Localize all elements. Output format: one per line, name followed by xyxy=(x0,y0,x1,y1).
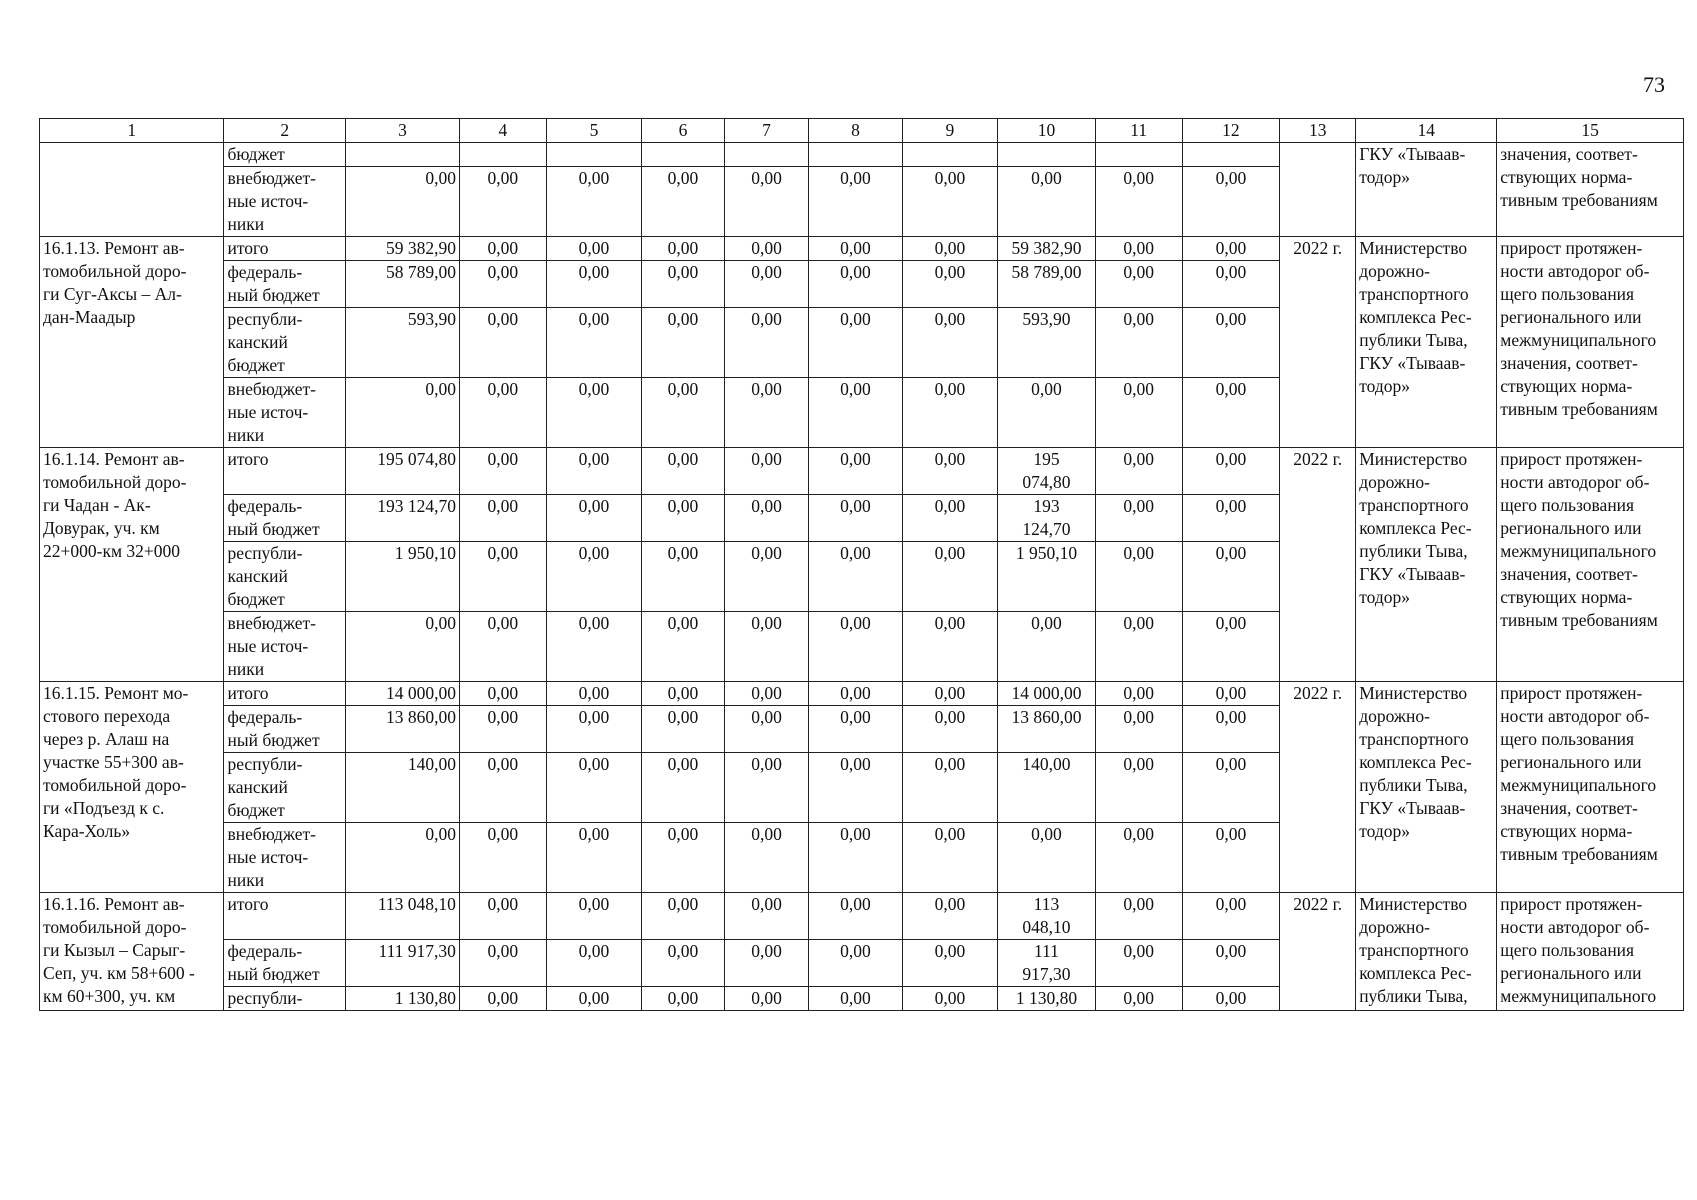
funding-source-cell: внебюджет- ные источ- ники xyxy=(224,378,346,448)
amount-cell: 0,00 xyxy=(902,237,997,261)
column-number: 3 xyxy=(346,119,460,143)
budget-table xyxy=(39,118,1684,1011)
funding-source-cell: федераль- ный бюджет xyxy=(224,261,346,308)
column-number: 5 xyxy=(546,119,641,143)
amount-cell: 0,00 xyxy=(459,612,546,682)
amount-cell: 0,00 xyxy=(1182,542,1280,612)
activity-name-cell: 16.1.16. Ремонт ав- томобильной доро- ги Кызыл – Сарыг- Сеп, уч. км 58+600 - км 60+300, уч. км xyxy=(40,893,224,1011)
amount-cell: 0,00 xyxy=(809,987,902,1011)
amount-cell: 0,00 xyxy=(809,378,902,448)
amount-cell: 0,00 xyxy=(902,261,997,308)
amount-cell: 0,00 xyxy=(1095,893,1182,940)
result-cell: прирост протяжен- ности автодорог об- щего пользования регионального или межмуниципального значения, соответ- ствующих норма- тивным требованиям xyxy=(1497,448,1684,682)
amount-cell: 0,00 xyxy=(642,495,724,542)
table-body xyxy=(40,143,1684,1011)
funding-source-cell: внебюджет- ные источ- ники xyxy=(224,167,346,237)
amount-cell: 0,00 xyxy=(1095,987,1182,1011)
amount-cell: 0,00 xyxy=(1095,237,1182,261)
amount-cell: 0,00 xyxy=(1095,706,1182,753)
amount-cell: 0,00 xyxy=(459,682,546,706)
column-number: 11 xyxy=(1095,119,1182,143)
executor-cell: Министерство дорожно- транспортного комплекса Рес- публики Тыва, ГКУ «Тываав- тодор» xyxy=(1356,237,1497,448)
amount-cell: 0,00 xyxy=(809,261,902,308)
executor-cell: Министерство дорожно- транспортного комплекса Рес- публики Тыва, ГКУ «Тываав- тодор» xyxy=(1356,682,1497,893)
amount-cell: 13 860,00 xyxy=(998,706,1096,753)
year-cell: 2022 г. xyxy=(1280,893,1356,1011)
amount-cell: 0,00 xyxy=(998,823,1096,893)
amount-cell: 0,00 xyxy=(809,682,902,706)
amount-cell: 0,00 xyxy=(724,448,809,495)
amount-cell: 0,00 xyxy=(346,167,460,237)
amount-cell: 0,00 xyxy=(724,753,809,823)
amount-cell: 0,00 xyxy=(642,682,724,706)
executor-cell: Министерство дорожно- транспортного комплекса Рес- публики Тыва, ГКУ «Тываав- тодор» xyxy=(1356,448,1497,682)
amount-cell: 0,00 xyxy=(902,378,997,448)
amount-cell: 58 789,00 xyxy=(346,261,460,308)
amount-cell: 0,00 xyxy=(1095,682,1182,706)
amount-cell: 59 382,90 xyxy=(998,237,1096,261)
amount-cell: 0,00 xyxy=(1182,237,1280,261)
funding-source-cell: итого xyxy=(224,893,346,940)
amount-cell: 0,00 xyxy=(998,378,1096,448)
amount-cell: 0,00 xyxy=(724,495,809,542)
amount-cell xyxy=(809,143,902,167)
amount-cell: 0,00 xyxy=(546,308,641,378)
amount-cell: 1 130,80 xyxy=(998,987,1096,1011)
activity-name-cell: 16.1.13. Ремонт ав- томобильной доро- ги Суг-Аксы – Ал- дан-Маадыр xyxy=(40,237,224,448)
funding-source-cell: внебюджет- ные источ- ники xyxy=(224,823,346,893)
amount-cell: 0,00 xyxy=(724,612,809,682)
amount-cell: 0,00 xyxy=(459,495,546,542)
amount-cell: 0,00 xyxy=(809,448,902,495)
funding-source-cell: итого xyxy=(224,237,346,261)
amount-cell: 0,00 xyxy=(902,987,997,1011)
funding-source-cell: федераль- ный бюджет xyxy=(224,495,346,542)
amount-cell: 0,00 xyxy=(459,542,546,612)
amount-cell: 0,00 xyxy=(459,378,546,448)
column-number: 2 xyxy=(224,119,346,143)
amount-cell: 0,00 xyxy=(724,987,809,1011)
amount-cell: 0,00 xyxy=(1182,893,1280,940)
amount-cell: 0,00 xyxy=(642,987,724,1011)
amount-cell: 0,00 xyxy=(546,167,641,237)
column-number: 9 xyxy=(902,119,997,143)
amount-cell: 0,00 xyxy=(1182,378,1280,448)
amount-cell: 0,00 xyxy=(902,893,997,940)
year-cell: 2022 г. xyxy=(1280,448,1356,682)
amount-cell: 0,00 xyxy=(809,495,902,542)
amount-cell: 0,00 xyxy=(459,987,546,1011)
amount-cell: 0,00 xyxy=(546,893,641,940)
amount-cell: 0,00 xyxy=(459,706,546,753)
year-cell xyxy=(1280,143,1356,237)
amount-cell: 0,00 xyxy=(1095,378,1182,448)
table-row xyxy=(40,143,1684,167)
executor-cell: ГКУ «Тываав- тодор» xyxy=(1356,143,1497,237)
amount-cell: 14 000,00 xyxy=(998,682,1096,706)
amount-cell: 0,00 xyxy=(809,823,902,893)
amount-cell: 0,00 xyxy=(546,612,641,682)
amount-cell: 0,00 xyxy=(642,940,724,987)
funding-source-cell: республи- канский бюджет xyxy=(224,308,346,378)
amount-cell: 0,00 xyxy=(724,237,809,261)
amount-cell: 0,00 xyxy=(1182,940,1280,987)
amount-cell: 0,00 xyxy=(1095,612,1182,682)
amount-cell: 113 048,10 xyxy=(346,893,460,940)
amount-cell: 13 860,00 xyxy=(346,706,460,753)
amount-cell: 140,00 xyxy=(998,753,1096,823)
table-row xyxy=(40,237,1684,261)
amount-cell: 0,00 xyxy=(459,893,546,940)
amount-cell: 0,00 xyxy=(346,378,460,448)
column-number: 13 xyxy=(1280,119,1356,143)
amount-cell: 0,00 xyxy=(642,237,724,261)
amount-cell: 0,00 xyxy=(1182,308,1280,378)
amount-cell: 113 048,10 xyxy=(998,893,1096,940)
result-cell: значения, соответ- ствующих норма- тивным требованиям xyxy=(1497,143,1684,237)
amount-cell: 0,00 xyxy=(724,682,809,706)
amount-cell: 0,00 xyxy=(809,753,902,823)
amount-cell: 0,00 xyxy=(459,753,546,823)
amount-cell: 0,00 xyxy=(1095,261,1182,308)
amount-cell xyxy=(902,143,997,167)
column-number: 12 xyxy=(1182,119,1280,143)
amount-cell: 0,00 xyxy=(724,261,809,308)
amount-cell: 0,00 xyxy=(1095,495,1182,542)
amount-cell: 0,00 xyxy=(546,495,641,542)
amount-cell: 0,00 xyxy=(642,448,724,495)
year-cell: 2022 г. xyxy=(1280,237,1356,448)
amount-cell: 0,00 xyxy=(902,542,997,612)
amount-cell xyxy=(642,143,724,167)
amount-cell: 0,00 xyxy=(642,542,724,612)
funding-source-cell: республи- xyxy=(224,987,346,1011)
amount-cell: 0,00 xyxy=(1182,682,1280,706)
amount-cell xyxy=(546,143,641,167)
amount-cell: 0,00 xyxy=(459,261,546,308)
amount-cell: 0,00 xyxy=(724,823,809,893)
amount-cell: 0,00 xyxy=(809,893,902,940)
amount-cell: 593,90 xyxy=(346,308,460,378)
page-number: 73 xyxy=(1643,72,1665,97)
amount-cell: 0,00 xyxy=(546,261,641,308)
column-number: 4 xyxy=(459,119,546,143)
funding-source-cell: итого xyxy=(224,682,346,706)
amount-cell: 0,00 xyxy=(1095,823,1182,893)
funding-source-cell: внебюджет- ные источ- ники xyxy=(224,612,346,682)
amount-cell: 0,00 xyxy=(642,612,724,682)
amount-cell: 0,00 xyxy=(546,378,641,448)
amount-cell: 0,00 xyxy=(902,495,997,542)
amount-cell: 0,00 xyxy=(1095,308,1182,378)
amount-cell: 0,00 xyxy=(902,308,997,378)
amount-cell xyxy=(724,143,809,167)
amount-cell: 1 130,80 xyxy=(346,987,460,1011)
amount-cell xyxy=(1182,143,1280,167)
amount-cell: 0,00 xyxy=(546,987,641,1011)
amount-cell: 0,00 xyxy=(546,237,641,261)
amount-cell: 0,00 xyxy=(1095,167,1182,237)
activity-name-cell: 16.1.14. Ремонт ав- томобильной доро- ги Чадан - Ак- Довурак, уч. км 22+000-км 32+000 xyxy=(40,448,224,682)
amount-cell: 0,00 xyxy=(1182,448,1280,495)
amount-cell: 0,00 xyxy=(902,753,997,823)
amount-cell: 193 124,70 xyxy=(346,495,460,542)
amount-cell xyxy=(1095,143,1182,167)
column-number: 10 xyxy=(998,119,1096,143)
amount-cell xyxy=(459,143,546,167)
amount-cell: 193 124,70 xyxy=(998,495,1096,542)
amount-cell: 0,00 xyxy=(346,823,460,893)
amount-cell: 0,00 xyxy=(1182,706,1280,753)
table-row xyxy=(40,893,1684,940)
amount-cell: 0,00 xyxy=(902,167,997,237)
amount-cell xyxy=(346,143,460,167)
column-number: 7 xyxy=(724,119,809,143)
amount-cell: 0,00 xyxy=(546,706,641,753)
amount-cell: 0,00 xyxy=(459,308,546,378)
column-number-row xyxy=(40,119,1684,143)
amount-cell: 0,00 xyxy=(1182,167,1280,237)
funding-source-cell: республи- канский бюджет xyxy=(224,542,346,612)
amount-cell: 0,00 xyxy=(809,706,902,753)
amount-cell: 0,00 xyxy=(902,940,997,987)
amount-cell: 0,00 xyxy=(809,940,902,987)
activity-name-cell: 16.1.15. Ремонт мо- стового перехода через р. Алаш на участке 55+300 ав- томобильной доро- ги «Подъезд к с. Кара-Холь» xyxy=(40,682,224,893)
amount-cell: 0,00 xyxy=(809,542,902,612)
amount-cell: 0,00 xyxy=(724,940,809,987)
amount-cell: 0,00 xyxy=(459,940,546,987)
amount-cell: 0,00 xyxy=(546,823,641,893)
amount-cell: 0,00 xyxy=(642,378,724,448)
column-number: 8 xyxy=(809,119,902,143)
amount-cell: 14 000,00 xyxy=(346,682,460,706)
amount-cell: 0,00 xyxy=(546,542,641,612)
amount-cell: 0,00 xyxy=(459,167,546,237)
amount-cell: 58 789,00 xyxy=(998,261,1096,308)
amount-cell: 0,00 xyxy=(1182,987,1280,1011)
column-number: 15 xyxy=(1497,119,1684,143)
column-number: 6 xyxy=(642,119,724,143)
amount-cell: 111 917,30 xyxy=(346,940,460,987)
amount-cell: 140,00 xyxy=(346,753,460,823)
table-row xyxy=(40,682,1684,706)
amount-cell: 0,00 xyxy=(642,261,724,308)
executor-cell: Министерство дорожно- транспортного комплекса Рес- публики Тыва, xyxy=(1356,893,1497,1011)
amount-cell: 0,00 xyxy=(1182,753,1280,823)
amount-cell: 1 950,10 xyxy=(998,542,1096,612)
amount-cell: 0,00 xyxy=(809,308,902,378)
amount-cell: 0,00 xyxy=(724,378,809,448)
amount-cell: 0,00 xyxy=(546,940,641,987)
column-number: 1 xyxy=(40,119,224,143)
amount-cell: 0,00 xyxy=(809,612,902,682)
amount-cell: 0,00 xyxy=(459,448,546,495)
year-cell: 2022 г. xyxy=(1280,682,1356,893)
amount-cell: 0,00 xyxy=(902,823,997,893)
amount-cell: 0,00 xyxy=(724,542,809,612)
amount-cell: 0,00 xyxy=(546,448,641,495)
amount-cell: 0,00 xyxy=(642,706,724,753)
amount-cell: 0,00 xyxy=(642,823,724,893)
amount-cell: 59 382,90 xyxy=(346,237,460,261)
column-number: 14 xyxy=(1356,119,1497,143)
amount-cell: 0,00 xyxy=(1182,823,1280,893)
funding-source-cell: итого xyxy=(224,448,346,495)
amount-cell: 0,00 xyxy=(642,893,724,940)
amount-cell: 0,00 xyxy=(642,753,724,823)
funding-source-cell: бюджет xyxy=(224,143,346,167)
amount-cell: 0,00 xyxy=(1182,261,1280,308)
amount-cell: 0,00 xyxy=(902,612,997,682)
amount-cell: 0,00 xyxy=(902,706,997,753)
amount-cell: 0,00 xyxy=(1182,612,1280,682)
amount-cell: 111 917,30 xyxy=(998,940,1096,987)
amount-cell: 0,00 xyxy=(724,893,809,940)
amount-cell: 0,00 xyxy=(642,308,724,378)
amount-cell: 0,00 xyxy=(724,308,809,378)
amount-cell: 0,00 xyxy=(459,237,546,261)
amount-cell: 0,00 xyxy=(809,167,902,237)
amount-cell: 0,00 xyxy=(546,753,641,823)
amount-cell: 0,00 xyxy=(724,167,809,237)
amount-cell: 0,00 xyxy=(1182,495,1280,542)
result-cell: прирост протяжен- ности автодорог об- щего пользования регионального или межмуниципального значения, соответ- ствующих норма- тивным требованиям xyxy=(1497,237,1684,448)
funding-source-cell: федераль- ный бюджет xyxy=(224,706,346,753)
result-cell: прирост протяжен- ности автодорог об- щего пользования регионального или межмуниципального xyxy=(1497,893,1684,1011)
amount-cell: 1 950,10 xyxy=(346,542,460,612)
funding-source-cell: федераль- ный бюджет xyxy=(224,940,346,987)
amount-cell: 0,00 xyxy=(1095,542,1182,612)
amount-cell: 0,00 xyxy=(998,167,1096,237)
amount-cell: 0,00 xyxy=(1095,448,1182,495)
amount-cell: 0,00 xyxy=(346,612,460,682)
amount-cell: 593,90 xyxy=(998,308,1096,378)
result-cell: прирост протяжен- ности автодорог об- щего пользования регионального или межмуниципального значения, соответ- ствующих норма- тивным требованиям xyxy=(1497,682,1684,893)
amount-cell: 0,00 xyxy=(902,448,997,495)
amount-cell: 195 074,80 xyxy=(346,448,460,495)
amount-cell: 0,00 xyxy=(998,612,1096,682)
amount-cell: 0,00 xyxy=(809,237,902,261)
amount-cell xyxy=(998,143,1096,167)
amount-cell: 0,00 xyxy=(546,682,641,706)
activity-name-cell xyxy=(40,143,224,237)
table-row xyxy=(40,448,1684,495)
amount-cell: 195 074,80 xyxy=(998,448,1096,495)
amount-cell: 0,00 xyxy=(642,167,724,237)
amount-cell: 0,00 xyxy=(1095,753,1182,823)
amount-cell: 0,00 xyxy=(724,706,809,753)
funding-source-cell: республи- канский бюджет xyxy=(224,753,346,823)
amount-cell: 0,00 xyxy=(1095,940,1182,987)
amount-cell: 0,00 xyxy=(902,682,997,706)
amount-cell: 0,00 xyxy=(459,823,546,893)
